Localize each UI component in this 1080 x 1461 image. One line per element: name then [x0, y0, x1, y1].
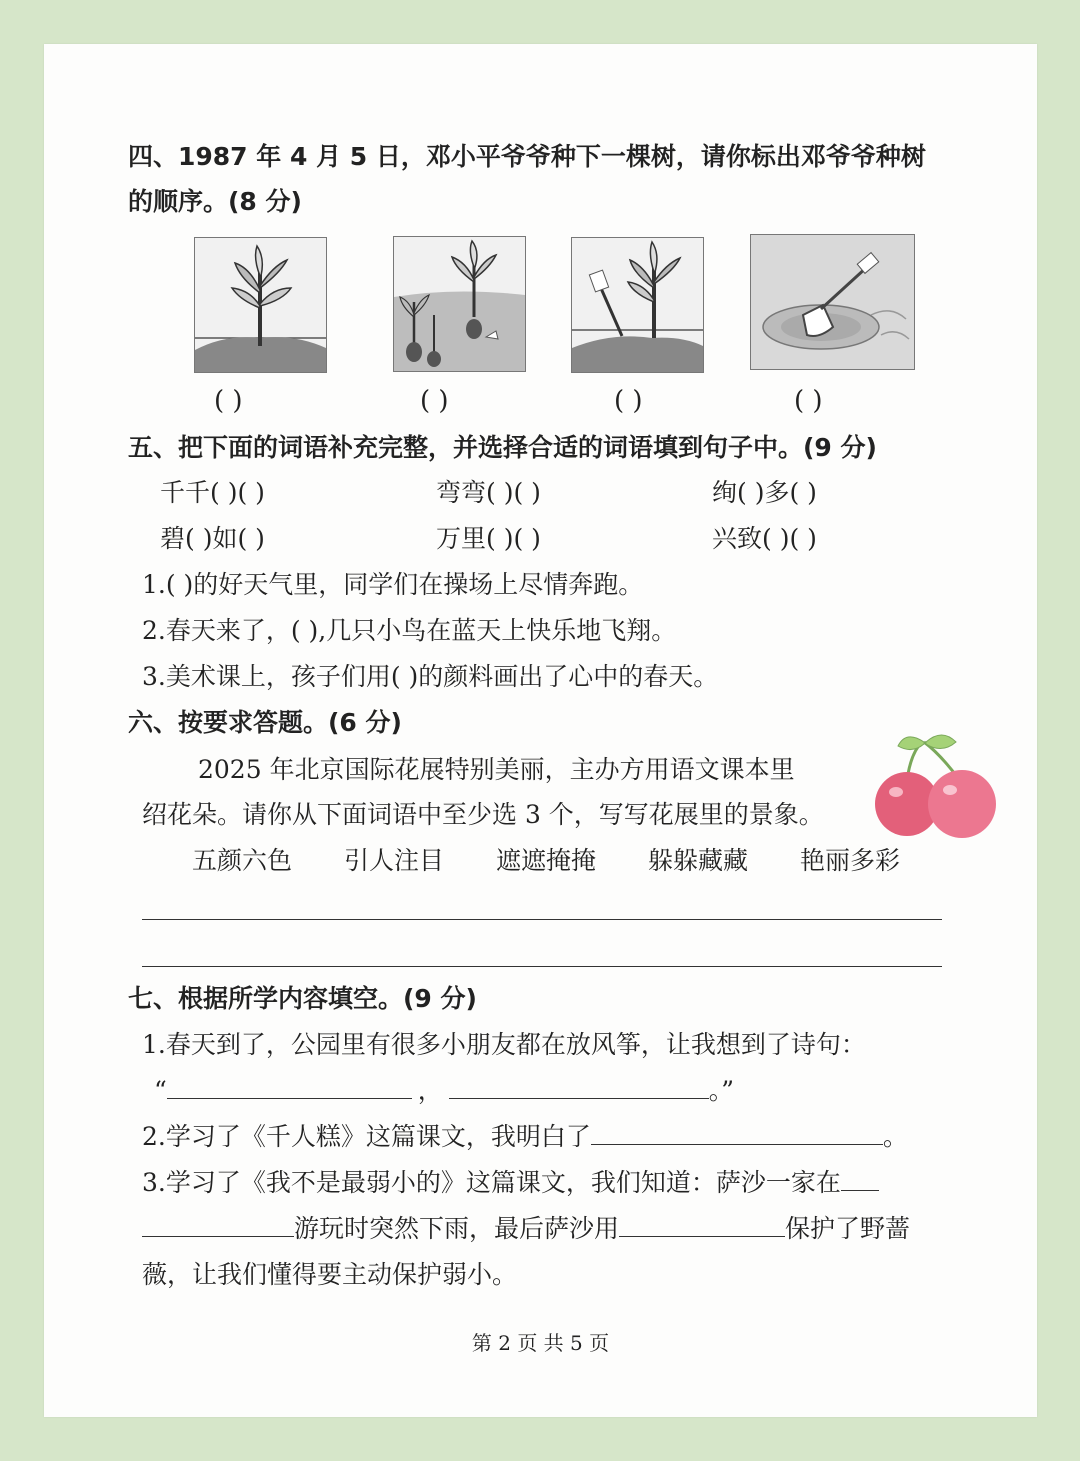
cherry-sticker-icon — [872, 734, 1002, 844]
q7-line-2 — [142, 1122, 908, 1152]
q7-line-2-blank[interactable] — [591, 1122, 883, 1145]
q4-answer-paren-1[interactable]: ( ) — [214, 386, 243, 416]
q7-line-4 — [142, 1214, 910, 1244]
poem-blank-1[interactable] — [167, 1076, 412, 1099]
q7-line-4-text-2: 保护了野蔷 — [785, 1214, 911, 1243]
q4-title-line1: 四、1987 年 4 月 5 日，邓小平爷爷种下一棵树，请你标出邓爷爷种树 — [128, 142, 926, 171]
poem-blank-2[interactable] — [449, 1076, 709, 1099]
saplings-image — [393, 236, 526, 372]
q6-answer-line-2[interactable] — [142, 966, 942, 967]
q5-word-5[interactable]: 万里( )( ) — [436, 524, 541, 553]
q7-line-4-blank-1[interactable] — [142, 1214, 294, 1237]
q7-line-3-blank-1[interactable] — [841, 1168, 879, 1191]
q7-title: 七、根据所学内容填空。(9 分) — [128, 984, 477, 1013]
q5-word-3[interactable]: 绚( )多( ) — [712, 478, 817, 507]
q7-poem-blank-row — [154, 1076, 734, 1106]
q5-title: 五、把下面的词语补充完整，并选择合适的词语填到句子中。(9 分) — [128, 433, 877, 462]
q6-answer-line-1[interactable] — [142, 919, 942, 920]
q7-line-2-text: 2.学习了《千人糕》这篇课文，我明白了 — [142, 1122, 591, 1151]
q6-word-2: 引人注目 — [344, 846, 445, 875]
q5-word-2[interactable]: 弯弯( )( ) — [436, 478, 541, 507]
open-quote: “ — [154, 1076, 167, 1105]
tree-planted-image — [194, 237, 327, 373]
q4-title-line2: 的顺序。(8 分) — [128, 187, 302, 216]
page-footer: 第 2 页 共 5 页 — [471, 1331, 610, 1355]
q5-sentence-2[interactable]: 2.春天来了，( ),几只小鸟在蓝天上快乐地飞翔。 — [142, 616, 677, 645]
q6-paragraph-line2: 绍花朵。请你从下面词语中至少选 3 个，写写花展里的景象。 — [142, 800, 824, 829]
q7-line-4-text-1: 游玩时突然下雨，最后萨沙用 — [294, 1214, 620, 1243]
q6-paragraph-line1: 2025 年北京国际花展特别美丽，主办方用语文课本里 — [198, 755, 795, 784]
q6-word-5: 艳丽多彩 — [800, 846, 901, 875]
exam-page — [44, 44, 1037, 1417]
q7-line-4-blank-2[interactable] — [619, 1214, 785, 1237]
close-quote: 。” — [708, 1076, 735, 1105]
q6-word-3: 遮遮掩掩 — [496, 846, 597, 875]
q6-word-4: 躲躲藏藏 — [648, 846, 749, 875]
q5-sentence-1[interactable]: 1.( )的好天气里，同学们在操场上尽情奔跑。 — [142, 570, 644, 599]
q5-word-1[interactable]: 千千( )( ) — [160, 478, 265, 507]
q4-answer-paren-3[interactable]: ( ) — [614, 386, 643, 416]
q5-word-6[interactable]: 兴致( )( ) — [712, 524, 817, 553]
q7-line-2-end: 。 — [882, 1122, 908, 1151]
q7-line-5: 薇，让我们懂得要主动保护弱小。 — [142, 1260, 518, 1289]
q7-line-3-text: 3.学习了《我不是最弱小的》这篇课文，我们知道：萨沙一家在 — [142, 1168, 841, 1197]
watering-tree-image — [571, 237, 704, 373]
q7-line-1: 1.春天到了，公园里有很多小朋友都在放风筝，让我想到了诗句： — [142, 1030, 866, 1059]
q5-sentence-3[interactable]: 3.美术课上，孩子们用( )的颜料画出了心中的春天。 — [142, 662, 719, 691]
q5-word-4[interactable]: 碧( )如( ) — [160, 524, 265, 553]
poem-comma: ， — [417, 1076, 443, 1105]
q7-line-3 — [142, 1168, 879, 1198]
q6-word-1: 五颜六色 — [192, 846, 293, 875]
shovel-digging-image — [750, 234, 915, 370]
q4-answer-paren-4[interactable]: ( ) — [794, 386, 823, 416]
q4-answer-paren-2[interactable]: ( ) — [420, 386, 449, 416]
q6-title: 六、按要求答题。(6 分) — [128, 708, 402, 737]
